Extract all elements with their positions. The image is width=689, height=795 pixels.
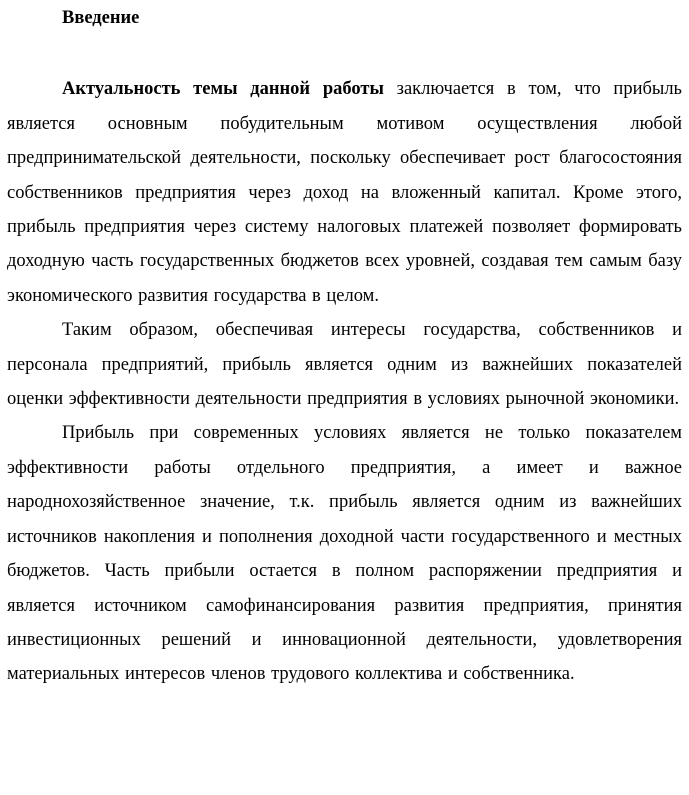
paragraph-2: Таким образом, обеспечивая интересы государства, собственников и персонала предприятий, прибыль является одним из важнейших показателей оценки эффективности деятельности предприятия в условиях рыночной экономики. (7, 320, 682, 410)
paragraph-3: Прибыль при современных условиях является не только показателем эффективности работы отдельного предприятия, а имеет и важное народнохозяйственное значение, т.к. прибыль является одним из важнейших источников накопления и пополнения доходной части государственного и местных бюджетов. Часть прибыли остается в полном распоряжении предприятия и является источником самофинансирования развития предприятия, принятия инвестиционных решений и инновационной деятельности, удовлетворения материальных интересов членов трудового коллектива и собственника. (7, 423, 682, 685)
section-title: Введение (62, 8, 140, 28)
paragraph-1-bold-lead: Актуальность темы данной работы (62, 79, 384, 100)
paragraph-1-body-text: заключается в том, что прибыль является основным побудительным мотивом осуществления любой предпринимательской деятельности, поскольку обеспечивает рост благосостояния собственников предприятия через доход на вложенный капитал. Кроме этого, прибыль предприятия через систему налоговых платежей позволяет формировать доходную часть государственных бюджетов всех уровней, создавая тем самым базу экономического развития государства в целом. (7, 79, 682, 306)
paragraph-1 (7, 72, 682, 313)
